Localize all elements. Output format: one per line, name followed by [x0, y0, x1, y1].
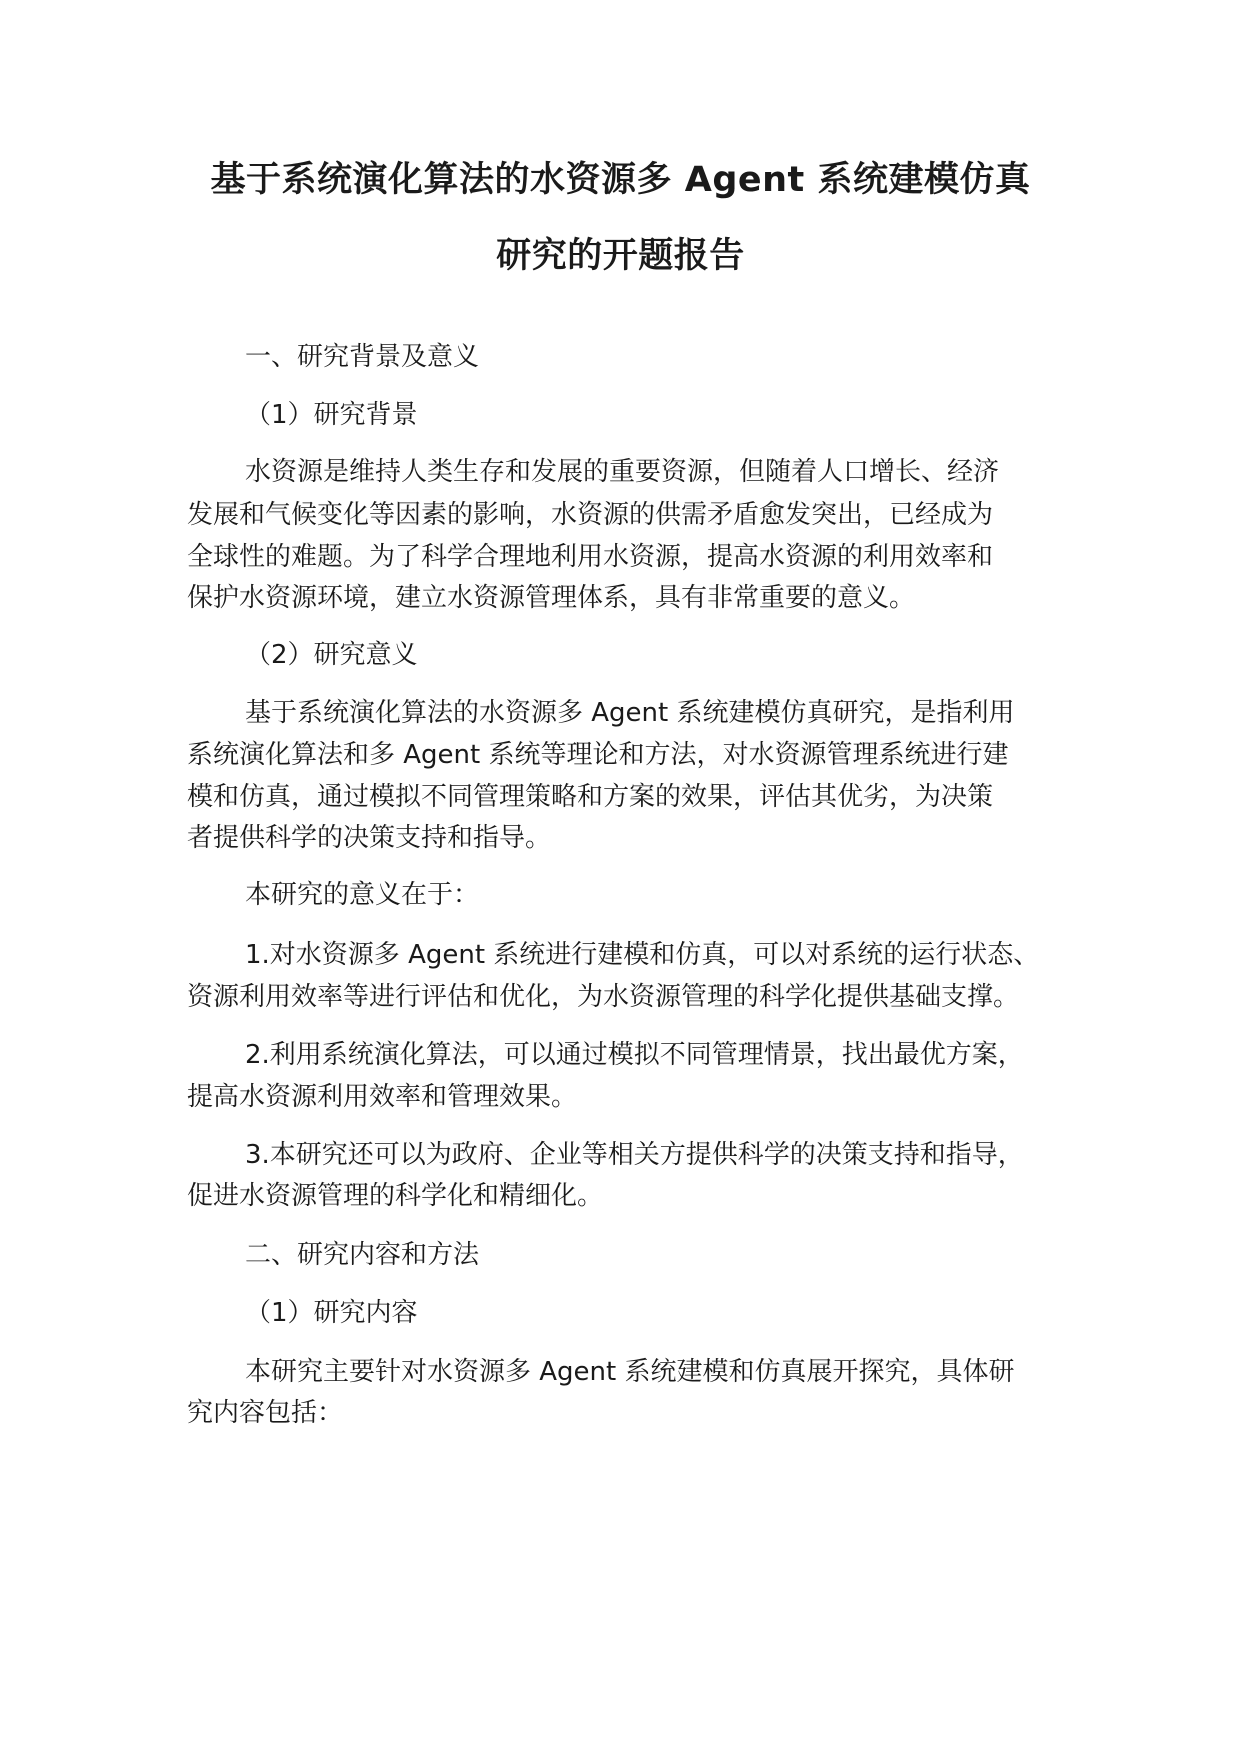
paragraph-background-line: 全球性的难题。为了科学合理地利用水资源，提高水资源的利用效率和 — [187, 542, 994, 572]
subsection-heading-significance: （2）研究意义 — [245, 640, 418, 670]
paragraph-content-line: 究内容包括： — [187, 1398, 344, 1428]
subsection-heading-content: （1）研究内容 — [245, 1298, 418, 1328]
list-item-2-line: 2.利用系统演化算法，可以通过模拟不同管理情景，找出最优方案， — [245, 1040, 1024, 1070]
list-item-3-line: 促进水资源管理的科学化和精细化。 — [187, 1181, 604, 1211]
paragraph-significance-line: 模和仿真，通过模拟不同管理策略和方案的效果，评估其优劣，为决策 — [187, 782, 994, 812]
paragraph-significance-line: 基于系统演化算法的水资源多 Agent 系统建模仿真研究，是指利用 — [245, 698, 1015, 728]
document-title-line-2: 研究的开题报告 — [496, 236, 745, 276]
paragraph-content-line: 本研究主要针对水资源多 Agent 系统建模和仿真展开探究，具体研 — [245, 1357, 1015, 1387]
paragraph-background-line: 发展和气候变化等因素的影响，水资源的供需矛盾愈发突出，已经成为 — [187, 500, 994, 530]
paragraph-background-line: 保护水资源环境，建立水资源管理体系，具有非常重要的意义。 — [187, 583, 916, 613]
document-title-line-1: 基于系统演化算法的水资源多 Agent 系统建模仿真 — [210, 160, 1031, 200]
list-item-3-line: 3.本研究还可以为政府、企业等相关方提供科学的决策支持和指导， — [245, 1140, 1024, 1170]
paragraph-background-line: 水资源是维持人类生存和发展的重要资源，但随着人口增长、经济 — [245, 457, 1000, 487]
paragraph-significance-line: 系统演化算法和多 Agent 系统等理论和方法，对水资源管理系统进行建 — [187, 740, 1009, 770]
section-heading-1: 一、研究背景及意义 — [245, 342, 480, 372]
list-item-2-line: 提高水资源利用效率和管理效果。 — [187, 1082, 578, 1112]
paragraph-significance-line: 者提供科学的决策支持和指导。 — [187, 823, 552, 853]
subsection-heading-background: （1）研究背景 — [245, 400, 418, 430]
paragraph-intro-line: 本研究的意义在于： — [245, 880, 480, 910]
section-heading-2: 二、研究内容和方法 — [245, 1240, 480, 1270]
list-item-1-line: 资源利用效率等进行评估和优化，为水资源管理的科学化提供基础支撑。 — [187, 982, 1020, 1012]
list-item-1-line: 1.对水资源多 Agent 系统进行建模和仿真，可以对系统的运行状态、 — [245, 940, 1040, 970]
